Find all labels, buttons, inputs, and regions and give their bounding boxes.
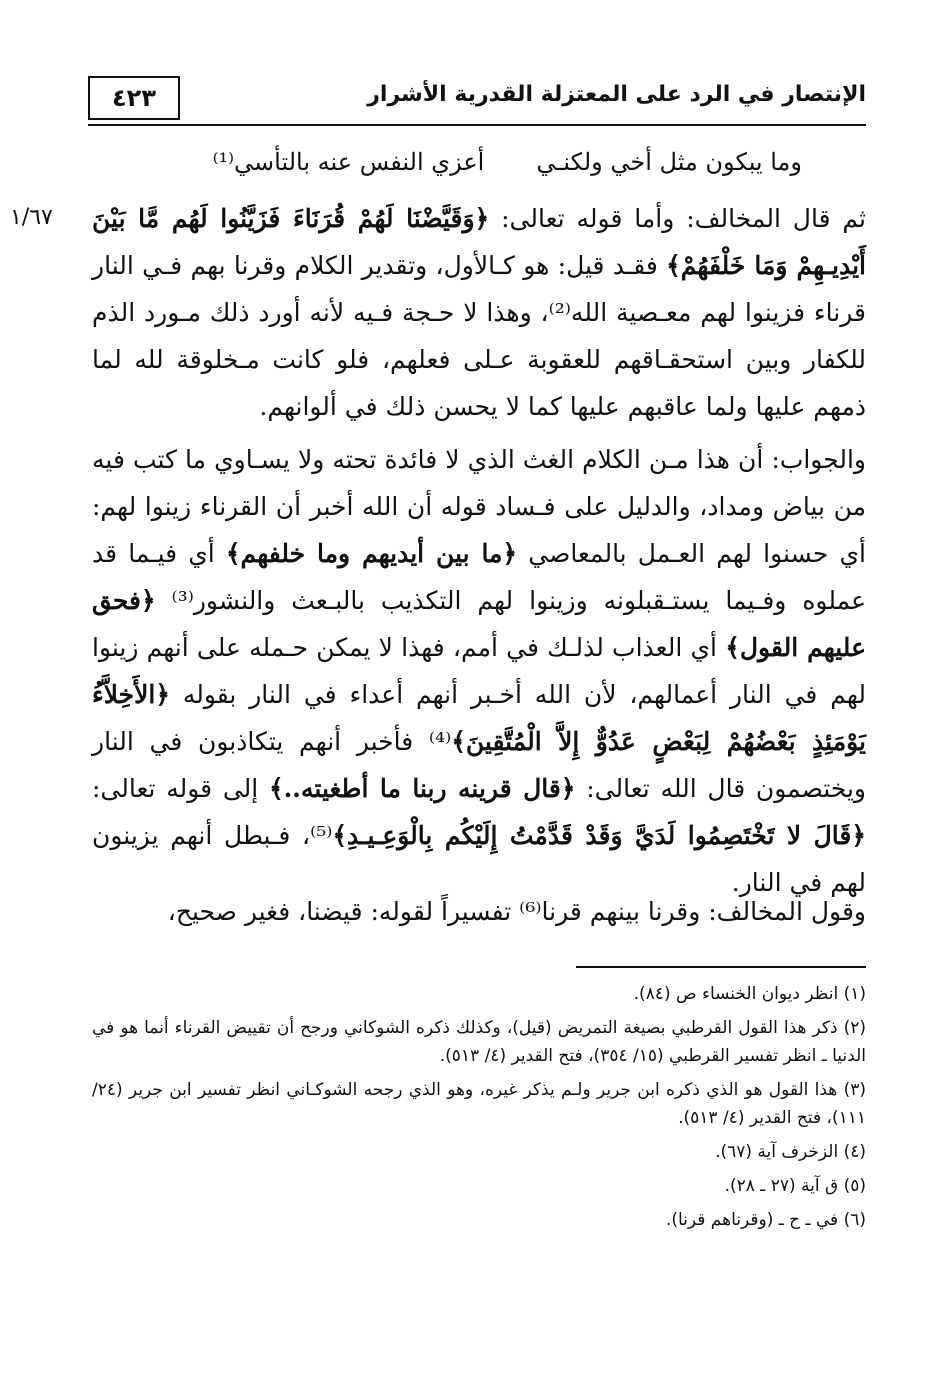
p2-quran-quote-5: ﴿قَالَ لا تَخْتَصِمُوا لَدَيَّ وَقَدْ قَدَّمْتُ إِلَيْكُم بِالْوَعِـيـدِ﴾: [332, 821, 866, 850]
footnote-2: (٢) ذكر هذا القول القرطبي بصيغة التمريض (قيل)، وكذلك ذكره الشوكاني ورجح أن تقييض القرناء أنما هو في الدنيا ـ انظر تفسير القرطبي (١٥/ ٣٥٤)، فتح القدير (٤/ ٥١٣).: [92, 1018, 866, 1066]
p2-quran-quote-2: ﴿فحق عليهم القول﴾: [92, 586, 866, 662]
header-rule: [88, 124, 866, 126]
footnote-6: (٦) في ـ ح ـ (وقرناهم قرنا).: [665, 1210, 866, 1230]
p1-text-rest: فقـد قيل: هو كـالأول، وتقدير الكلام وقرنا بهم فـي النار قرناء فزينوا لهم معـصية الله⁽²⁾، وهذا لا حـجة فـيه لأنه أورد ذلك مـورد الذم للكفار وبين استحقـاقهم للعقوبة عـلى فعلهم، فلو كانت مـخلوقة لله لما ذمهم عليها ولما عاقبهم عليها كما لا يحسن ذلك في ألوانهم.: [92, 251, 866, 421]
p2-text-b: أي فيـما قد عملوه وفـيما يستـقبلونه وزينوا لهم التكذيب بالبـعث والنشور⁽³⁾: [92, 539, 866, 615]
p2-quran-quote-3: ﴿الأَخِلاَّءُ يَوْمَئِذٍ بَعْضُهُمْ لِبَعْضٍ عَدُوٌّ إِلاَّ الْمُتَّقِينَ﴾: [92, 680, 866, 756]
p2-quran-quote-1: ﴿ما بين أيديهم وما خلفهم﴾: [225, 539, 518, 568]
page-number: ٤٢٣: [88, 76, 180, 120]
p2-quran-quote-4: ﴿قال قرينه ربنا ما أطغيته..﴾: [268, 774, 576, 803]
poem-hemistich-left: أعزي النفس عنه بالتأسي⁽¹⁾: [212, 148, 485, 176]
p2-text-a: والجواب: أن هذا مـن الكلام الغث الذي لا فائدة تحته ولا يسـاوي ما كتب فيه من بياض ومداد، والدليل على فـساد قوله أن الله أخبر أن القرناء زينوا لهم: أي حسنوا لهم العـمل بالمعاصي: [92, 445, 866, 568]
p2-text-c: أي العذاب لذلـك في أمم، فهذا لا يمكن حـمله على أنهم زينوا لهم في النار أعمالهم، لأن الله أخـبر أنهم أعداء في النار بقوله: [92, 633, 866, 709]
poem-hemistich-right: وما يبكون مثل أخي ولكنـي: [536, 148, 802, 176]
p2-text-f: ⁽⁵⁾، فـبطل أنهم يزينون لهم في النار.: [92, 821, 866, 897]
running-title: الإنتصار في الرد على المعتزلة القدرية الأشرار: [367, 82, 866, 107]
footnote-rule: [576, 966, 866, 968]
p2-text-d: ⁽⁴⁾ فأخبر أنهم يتكاذبون في النار ويختصمون قال الله تعالى:: [92, 727, 866, 803]
paragraph-1: [92, 195, 866, 430]
p1-text-start: ثم قال المخالف: وأما قوله تعالى:: [489, 204, 866, 233]
page-header: [88, 70, 866, 130]
paragraph-3: وقول المخالف: وقرنا بينهم قرنا⁽⁶⁾ تفسيراً لقوله: قيضنا، فغير صحيح،: [167, 897, 866, 926]
footnote-4: (٤) الزخرف آية (٦٧).: [715, 1142, 866, 1162]
paragraph-2: [92, 436, 866, 906]
margin-reference: ١/٦٧: [10, 205, 53, 230]
footnote-1: (١) انظر ديوان الخنساء ص (٨٤).: [633, 984, 866, 1004]
footnotes: [92, 980, 866, 1240]
footnote-5: (٥) ق آية (٢٧ ـ ٢٨).: [724, 1176, 866, 1196]
poem-verse: [213, 148, 802, 176]
p2-text-e: إلى قوله تعالى:: [92, 774, 269, 803]
p1-quran-quote: ﴿وَقَيَّضْنَا لَهُمْ قُرَنَاءَ فَزَيَّنُوا لَهُم مَّا بَيْنَ أَيْدِيـهِمْ وَمَا خَلْفَهُمْ﴾: [92, 204, 866, 280]
footnote-3: (٣) هذا القول هو الذي ذكره ابن جرير ولـم يذكر غيره، وهو الذي رجحه الشوكـاني انظر تفسير ابن جرير (٢٤/ ١١١)، فتح القدير (٤/ ٥١٣).: [92, 1080, 866, 1128]
